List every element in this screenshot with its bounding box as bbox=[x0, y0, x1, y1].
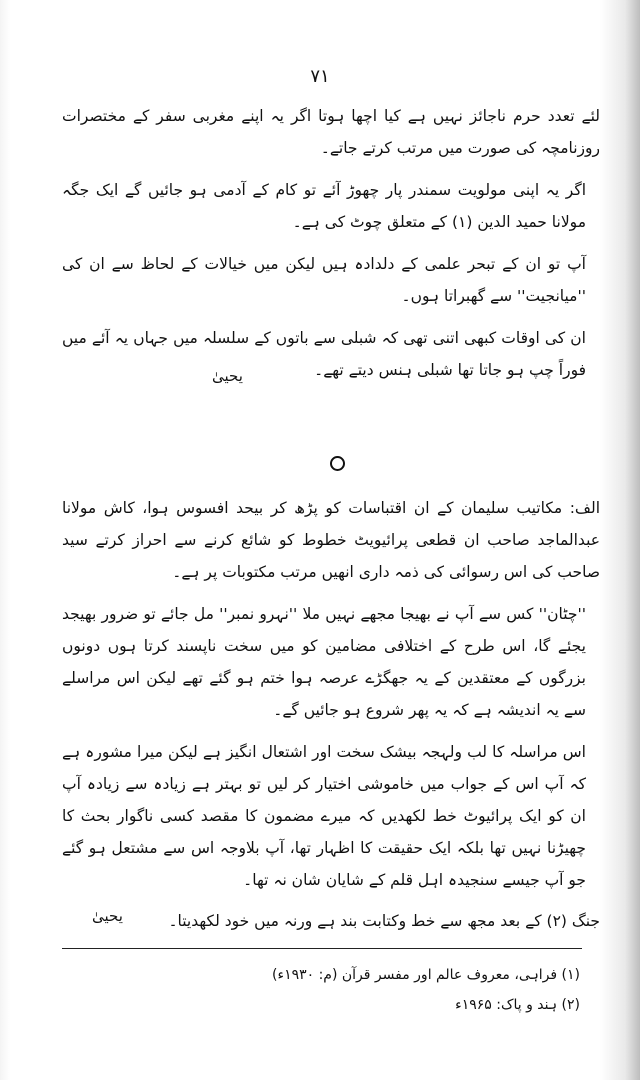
footnote: (۱) فراہی، معروف عالم اور مفسر قرآن (م: ۱۹۳۰ء) bbox=[272, 967, 580, 983]
paragraph-text: مکاتیب سلیمان کے ان اقتباسات کو پڑھ کر بیحد افسوس ہوا، کاش مولانا عبدالماجد صاحب ان قطعی پرائیویٹ خطوط کو شائع کرنے سے احراز کرتے سید صاحب کی اس رسوائی کی ذمہ داری انھیں مرتب مکتوبات پر ہے۔ bbox=[62, 499, 600, 581]
page-number: ۷۱ bbox=[310, 66, 330, 87]
section-divider-circle bbox=[330, 456, 345, 471]
footnote: (۲) ہند و پاک: ۱۹۶۵ء bbox=[455, 997, 580, 1013]
section-one bbox=[62, 100, 600, 398]
section-label: الف: bbox=[569, 499, 600, 517]
footnotes bbox=[60, 960, 580, 1020]
section-two bbox=[62, 492, 600, 906]
paragraph: لئے تعدد حرم ناجائز نہیں ہے کیا اچھا ہوتا اگر یہ اپنے مغربی سفر کے مختصرات روزنامچہ کی صورت میں مرتب کرتے جاتے۔ bbox=[62, 107, 600, 157]
paragraph: اس مراسلہ کا لب ولہجہ بیشک سخت اور اشتعال انگیز ہے لیکن میرا مشورہ ہے کہ آپ اس کے جواب میں خاموشی اختیار کر لیں تو بہتر ہے زیادہ سے زیادہ آپ ان کو ایک پرائیوٹ خط لکھدیں کہ میرے مضمون کا مقصد کسی ناگوار بحث کا چھیڑنا نہیں تھا بلکہ ایک حقیقت کا اظہار تھا، آپ بلاوجہ اس سے مشتعل ہو گئے جو آپ جیسے سنجیدہ اہل قلم کے شایان شان نہ تھا۔ bbox=[62, 743, 586, 889]
paragraph: ''چٹان'' کس سے آپ نے بھیجا مجھے نہیں ملا ''نہرو نمبر'' مل جائے تو ضرور بھیجد یجئے گا، اس طرح کے اختلافی مضامین کو میں سخت ناپسند کرتا ہوں دونوں بزرگوں کے معتقدین کے یہ جھگڑے عرصہ ہوا ختم ہو گئے تھے لیکن اس مراسلے سے یہ اندیشہ ہے کہ یہ پھر شروع ہو جائیں گے۔ bbox=[62, 605, 586, 719]
signature: یحییٰ bbox=[92, 907, 123, 925]
paragraph: ان کی اوقات کبھی اتنی تھی کہ شبلی سے باتوں کے سلسلہ میں جہاں یہ آئے میں فوراً چپ ہو جاتا تھا شبلی ہنس دیتے تھے۔ bbox=[62, 329, 586, 379]
closing-line: جنگ (۲) کے بعد مجھ سے خط وکتابت بند ہے ورنہ میں خود لکھدیتا۔ bbox=[168, 912, 600, 930]
footnote-divider bbox=[62, 948, 582, 949]
paragraph: آپ تو ان کے تبحر علمی کے دلدادہ ہیں لیکن میں خیالات کے لحاظ سے ان کی ''میانجیت'' سے گھبراتا ہوں۔ bbox=[62, 255, 586, 305]
paragraph bbox=[62, 492, 600, 588]
paragraph: اگر یہ اپنی مولویت سمندر پار چھوڑ آئے تو کام کے آدمی ہو جائیں گے ایک جگہ مولانا حمید الدین (۱) کے متعلق چوٹ کی ہے۔ bbox=[62, 181, 586, 231]
signature-text: یحییٰ bbox=[212, 367, 243, 385]
